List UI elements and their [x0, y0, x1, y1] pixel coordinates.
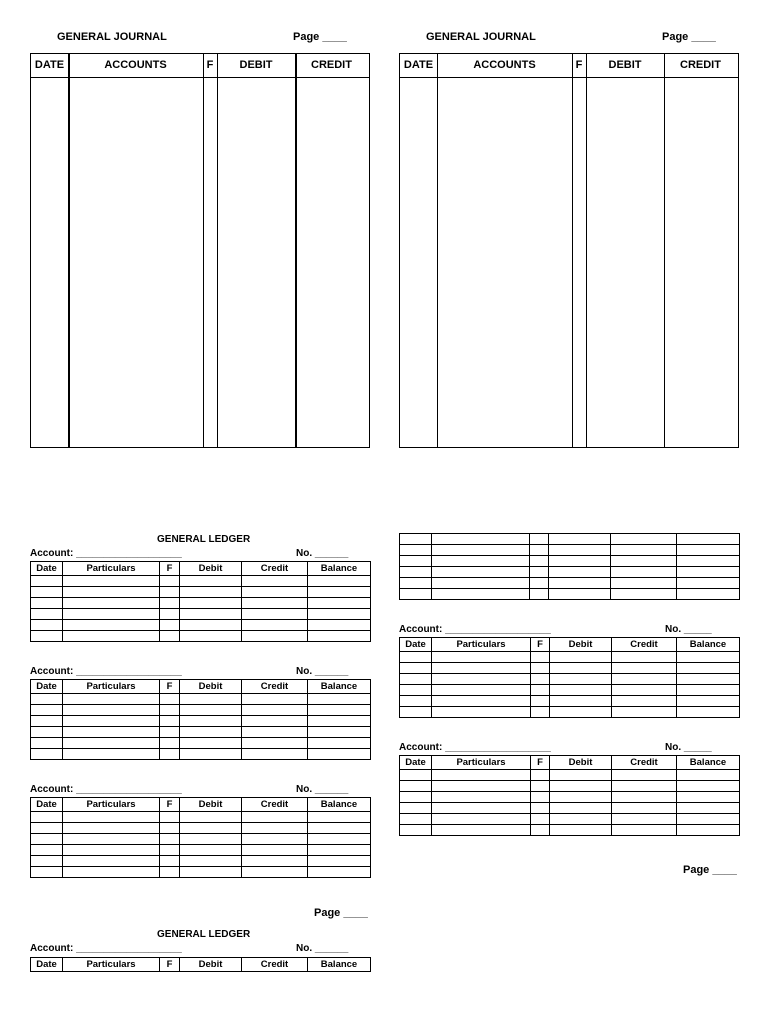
col-particulars: Particulars [432, 756, 531, 770]
table-row [400, 814, 740, 825]
col-balance: Balance [308, 562, 371, 576]
journal-table-right [399, 53, 739, 448]
table-row [31, 727, 371, 738]
table-row [31, 867, 371, 878]
ledger-table-continuation [399, 533, 740, 600]
table-row [31, 834, 371, 845]
col-date: DATE [34, 59, 65, 71]
table-row [400, 652, 740, 663]
table-row [400, 534, 740, 545]
col-credit: Credit [242, 680, 308, 694]
account-label: Account: ___________________ [399, 742, 551, 753]
table-row [400, 685, 740, 696]
journal-page-left: Page ____ [293, 31, 347, 43]
col-balance: Balance [308, 680, 371, 694]
ledger-table [399, 755, 740, 836]
table-row [400, 589, 740, 600]
journal-title-right: GENERAL JOURNAL [426, 31, 536, 43]
table-row [400, 696, 740, 707]
col-debit: Debit [180, 680, 242, 694]
account-no-label: No. ______ [296, 943, 349, 954]
col-date: DATE [403, 59, 434, 71]
col-f: F [160, 680, 180, 694]
col-particulars: Particulars [63, 958, 160, 972]
table-row [31, 598, 371, 609]
col-f: F [160, 798, 180, 812]
col-f: F [575, 59, 583, 71]
col-debit: Debit [180, 798, 242, 812]
journal-page-right: Page ____ [662, 31, 716, 43]
col-date: Date [400, 756, 432, 770]
table-row [31, 716, 371, 727]
table-row [400, 707, 740, 718]
col-debit: DEBIT [608, 59, 642, 71]
table-row [31, 856, 371, 867]
journal-table-left [30, 53, 370, 448]
col-accounts: ACCOUNTS [473, 59, 536, 71]
table-row [31, 749, 371, 760]
table-row [31, 705, 371, 716]
ledger-title: GENERAL LEDGER [157, 929, 251, 940]
col-f: F [206, 59, 214, 71]
table-row [400, 770, 740, 781]
col-credit: Credit [612, 638, 677, 652]
ledger-header-row [31, 798, 371, 812]
table-row [400, 545, 740, 556]
ledger-table [30, 561, 371, 642]
table-row [400, 567, 740, 578]
col-debit: DEBIT [239, 59, 273, 71]
account-no-label: No. _____ [665, 624, 712, 635]
col-balance: Balance [308, 958, 371, 972]
page-footer-right: Page ____ [683, 864, 737, 876]
col-f: F [160, 562, 180, 576]
account-label: Account: ___________________ [30, 784, 182, 795]
ledger-header-row [31, 562, 371, 576]
col-particulars: Particulars [63, 680, 160, 694]
col-accounts: ACCOUNTS [104, 59, 167, 71]
col-debit: Debit [180, 958, 242, 972]
table-row [400, 803, 740, 814]
col-balance: Balance [677, 756, 740, 770]
col-balance: Balance [677, 638, 740, 652]
table-row [400, 578, 740, 589]
col-credit: Credit [242, 958, 308, 972]
ledger-header-row [31, 958, 371, 972]
ledger-header-row [31, 680, 371, 694]
account-no-label: No. _____ [665, 742, 712, 753]
ledger-table [30, 679, 371, 760]
col-f: F [160, 958, 180, 972]
col-debit: Debit [550, 638, 612, 652]
account-no-label: No. ______ [296, 784, 349, 795]
table-row [31, 812, 371, 823]
account-label: Account: ___________________ [30, 666, 182, 677]
col-credit: Credit [242, 798, 308, 812]
col-date: Date [31, 958, 63, 972]
table-row [400, 825, 740, 836]
account-no-label: No. ______ [296, 548, 349, 559]
col-credit: CREDIT [680, 59, 721, 71]
col-date: Date [31, 562, 63, 576]
ledger-header-row [400, 756, 740, 770]
col-balance: Balance [308, 798, 371, 812]
table-row [31, 738, 371, 749]
table-row [31, 576, 371, 587]
col-f: F [531, 756, 550, 770]
account-label: Account: ___________________ [399, 624, 551, 635]
col-particulars: Particulars [63, 798, 160, 812]
table-row [31, 620, 371, 631]
col-particulars: Particulars [63, 562, 160, 576]
table-row [31, 694, 371, 705]
ledger-table [30, 797, 371, 878]
table-row [31, 587, 371, 598]
account-label: Account: ___________________ [30, 943, 182, 954]
col-f: F [531, 638, 550, 652]
col-date: Date [31, 680, 63, 694]
col-date: Date [400, 638, 432, 652]
table-row [31, 609, 371, 620]
col-credit: Credit [612, 756, 677, 770]
col-credit: Credit [242, 562, 308, 576]
table-row [400, 792, 740, 803]
col-debit: Debit [180, 562, 242, 576]
col-credit: CREDIT [311, 59, 352, 71]
col-particulars: Particulars [432, 638, 531, 652]
table-row [31, 631, 371, 642]
ledger-header-row [400, 638, 740, 652]
table-row [400, 663, 740, 674]
account-label: Account: ___________________ [30, 548, 182, 559]
table-row [31, 845, 371, 856]
table-row [400, 674, 740, 685]
account-no-label: No. ______ [296, 666, 349, 677]
col-date: Date [31, 798, 63, 812]
ledger-table [30, 957, 371, 972]
ledger-table [399, 637, 740, 718]
ledger-title: GENERAL LEDGER [157, 534, 251, 545]
journal-title-left: GENERAL JOURNAL [57, 31, 167, 43]
table-row [31, 823, 371, 834]
table-row [400, 781, 740, 792]
page-footer-left: Page ____ [314, 907, 368, 919]
table-row [400, 556, 740, 567]
col-debit: Debit [550, 756, 612, 770]
